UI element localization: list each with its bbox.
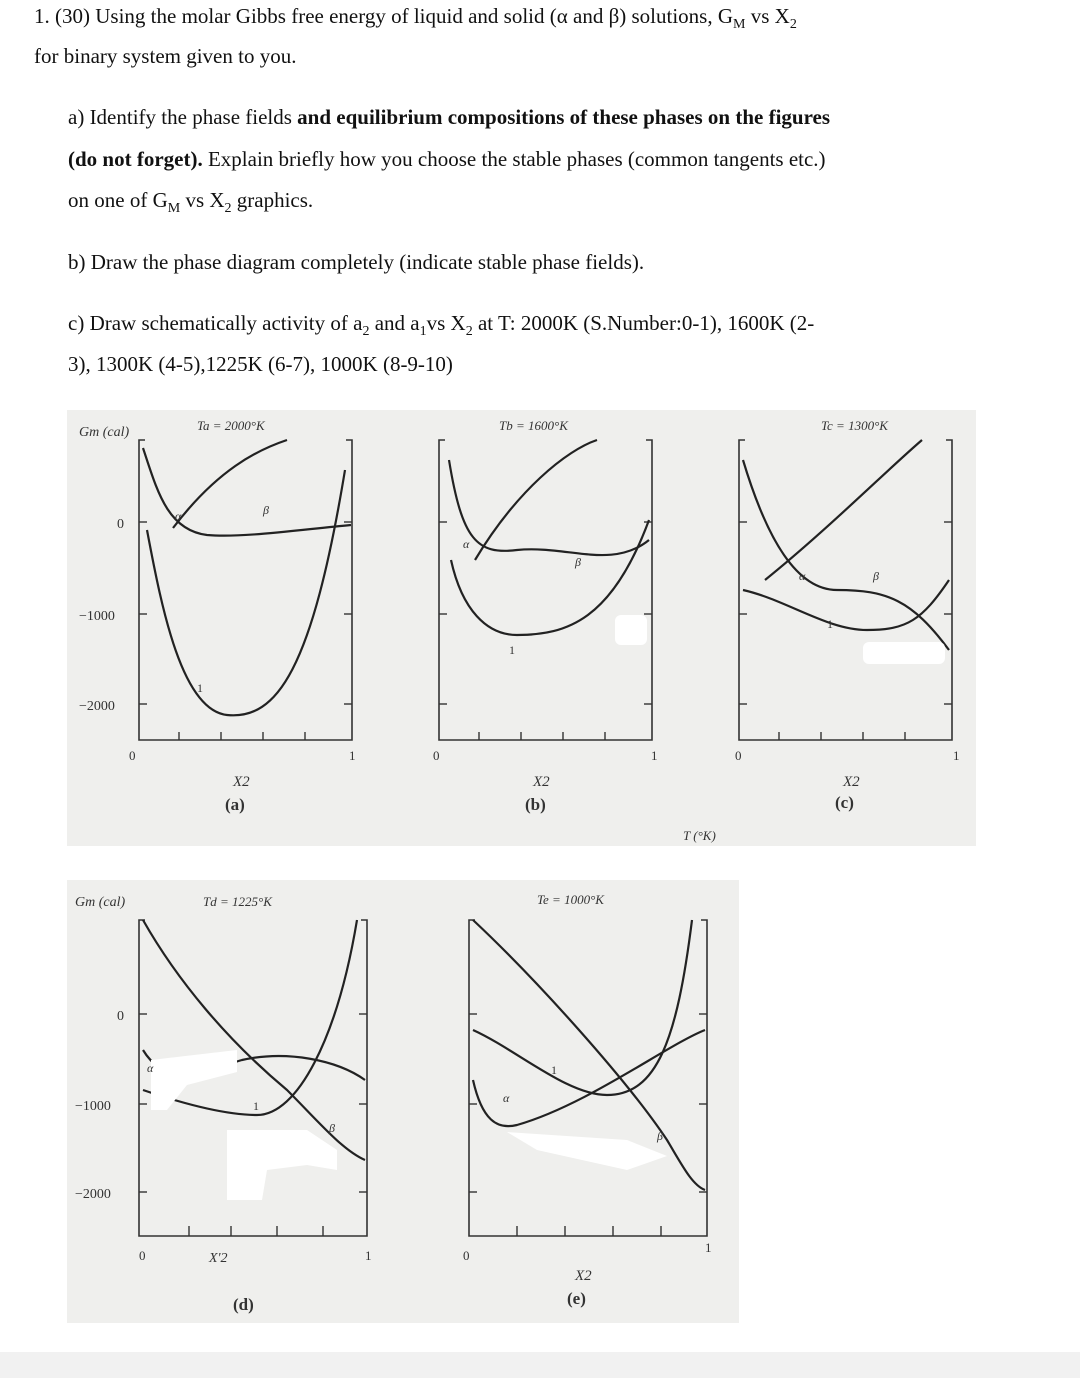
- redaction-d: [151, 1050, 237, 1110]
- y-tick-1000-d: −1000: [75, 1099, 111, 1114]
- beta-label-c: β: [873, 569, 879, 583]
- beta-label-a: β: [263, 503, 269, 517]
- axes-e: [469, 920, 707, 1236]
- panel-b-temp: Tb = 1600°K: [499, 418, 568, 433]
- x-axis-a: X2: [233, 774, 250, 790]
- figure-top-svg: [67, 410, 976, 846]
- redaction-c: [863, 642, 945, 664]
- liquid-label-e: 1: [551, 1063, 557, 1077]
- redaction-e: [507, 1132, 667, 1170]
- x-axis-c: X2: [843, 774, 860, 790]
- panel-d-temp: Td = 1225°K: [203, 894, 272, 909]
- part-a-line-3: [68, 188, 313, 221]
- alpha-label-a: α: [175, 509, 182, 523]
- alpha-label-c: α: [799, 569, 806, 583]
- liquid-label-b: 1: [509, 643, 515, 657]
- part-c-end: at T: 2000K (S.Number:0-1), 1600K (2-: [472, 311, 815, 335]
- liquid-curve-a: [147, 470, 345, 715]
- subscript: 2: [465, 324, 473, 340]
- part-a-bold-2: (do not forget).: [68, 147, 203, 171]
- x-axis-e: X2: [575, 1268, 592, 1284]
- x-end-e: 1: [705, 1240, 712, 1255]
- liquid-curve-c: [743, 580, 949, 630]
- x-axis-b: X2: [533, 774, 550, 790]
- subscript: 2: [224, 201, 232, 217]
- redaction-b: [615, 615, 647, 645]
- caption-d: (d): [233, 1295, 254, 1314]
- alpha-curve-e: [473, 1030, 705, 1126]
- part-a-3-prefix: on one of G: [68, 188, 168, 212]
- alpha-curve-b: [449, 460, 649, 555]
- beta-curve-b: [475, 440, 597, 560]
- figure-bottom-svg: [67, 880, 739, 1323]
- question-text-1: 1. (30) Using the molar Gibbs free energy of liquid and solid (α and β) solutions, G: [34, 4, 734, 28]
- tk-label: T (°K): [683, 828, 716, 843]
- gm-label-a: Gm (cal): [79, 425, 130, 440]
- y-tick-2000-d: −2000: [75, 1187, 111, 1202]
- caption-c: (c): [835, 793, 854, 812]
- alpha-label-b: α: [463, 537, 470, 551]
- part-b: b) Draw the phase diagram completely (indicate stable phase fields).: [68, 250, 645, 274]
- figure-bottom: [67, 880, 739, 1323]
- y-tick-0-d: 0: [117, 1009, 124, 1024]
- beta-curve-c: [765, 440, 922, 580]
- x-start-b: 0: [433, 748, 440, 763]
- liquid-label-c: 1: [827, 617, 833, 631]
- part-a-3-mid: vs X: [180, 188, 225, 212]
- panel-c-temp: Tc = 1300°K: [821, 418, 888, 433]
- y-tick-0-a: 0: [117, 517, 124, 532]
- subscript: M: [733, 17, 746, 33]
- x-start-a: 0: [129, 748, 136, 763]
- liquid-label-a: 1: [197, 681, 203, 695]
- beta-label-b: β: [575, 555, 581, 569]
- part-a-bold: and equilibrium compositions of these phases on the figures: [297, 105, 831, 129]
- liquid-curve-e: [473, 920, 692, 1095]
- panel-e-temp: Te = 1000°K: [537, 892, 604, 907]
- beta-label-d: β: [329, 1121, 335, 1135]
- subscript: 2: [789, 17, 797, 33]
- x-end-a: 1: [349, 748, 356, 763]
- caption-b: (b): [525, 795, 546, 814]
- alpha-label-e: α: [503, 1091, 510, 1105]
- part-c-mid2: vs X: [426, 311, 466, 335]
- alpha-curve-c: [743, 460, 949, 650]
- x-end-b: 1: [651, 748, 658, 763]
- figure-top: [67, 410, 976, 846]
- part-a-line-1: [68, 105, 830, 129]
- part-c-mid: and a: [369, 311, 420, 335]
- part-c-prefix: c) Draw schematically activity of a: [68, 311, 363, 335]
- footer-band: [0, 1352, 1080, 1378]
- caption-a: (a): [225, 795, 245, 814]
- beta-label-e: β: [657, 1129, 663, 1143]
- y-tick-1000-a: −1000: [79, 609, 115, 624]
- x-start-c: 0: [735, 748, 742, 763]
- axes-b: [439, 440, 652, 740]
- beta-curve-a: [173, 440, 287, 528]
- x-end-d: 1: [365, 1248, 372, 1263]
- part-c-line-2: 3), 1300K (4-5),1225K (6-7), 1000K (8-9-10): [68, 352, 453, 376]
- subscript: M: [167, 201, 181, 217]
- x-start-d: 0: [139, 1248, 146, 1263]
- x-start-e: 0: [463, 1248, 470, 1263]
- liquid-label-d: 1: [253, 1099, 259, 1113]
- part-a-prefix: a) Identify the phase fields: [68, 105, 298, 129]
- question-text-1b: vs X: [745, 4, 790, 28]
- x-axis-prime-d: X'2: [209, 1251, 228, 1266]
- part-c-line-1: [68, 311, 814, 344]
- panel-a-temp: Ta = 2000°K: [197, 418, 265, 433]
- subscript: 2: [362, 324, 370, 340]
- part-a-3-end: graphics.: [231, 188, 314, 212]
- subscript: 1: [419, 324, 427, 340]
- gm-label-d: Gm (cal): [75, 895, 126, 910]
- question-text-2: for binary system given to you.: [34, 44, 297, 68]
- part-a-rest: Explain briefly how you choose the stable phases (common tangents etc.): [202, 147, 826, 171]
- question-title: [34, 4, 797, 37]
- y-tick-2000-a: −2000: [79, 699, 115, 714]
- x-end-c: 1: [953, 748, 960, 763]
- part-a-line-2: [68, 147, 826, 171]
- alpha-label-d: α: [147, 1061, 154, 1075]
- redaction-d-2: [227, 1130, 337, 1200]
- caption-e: (e): [567, 1289, 586, 1308]
